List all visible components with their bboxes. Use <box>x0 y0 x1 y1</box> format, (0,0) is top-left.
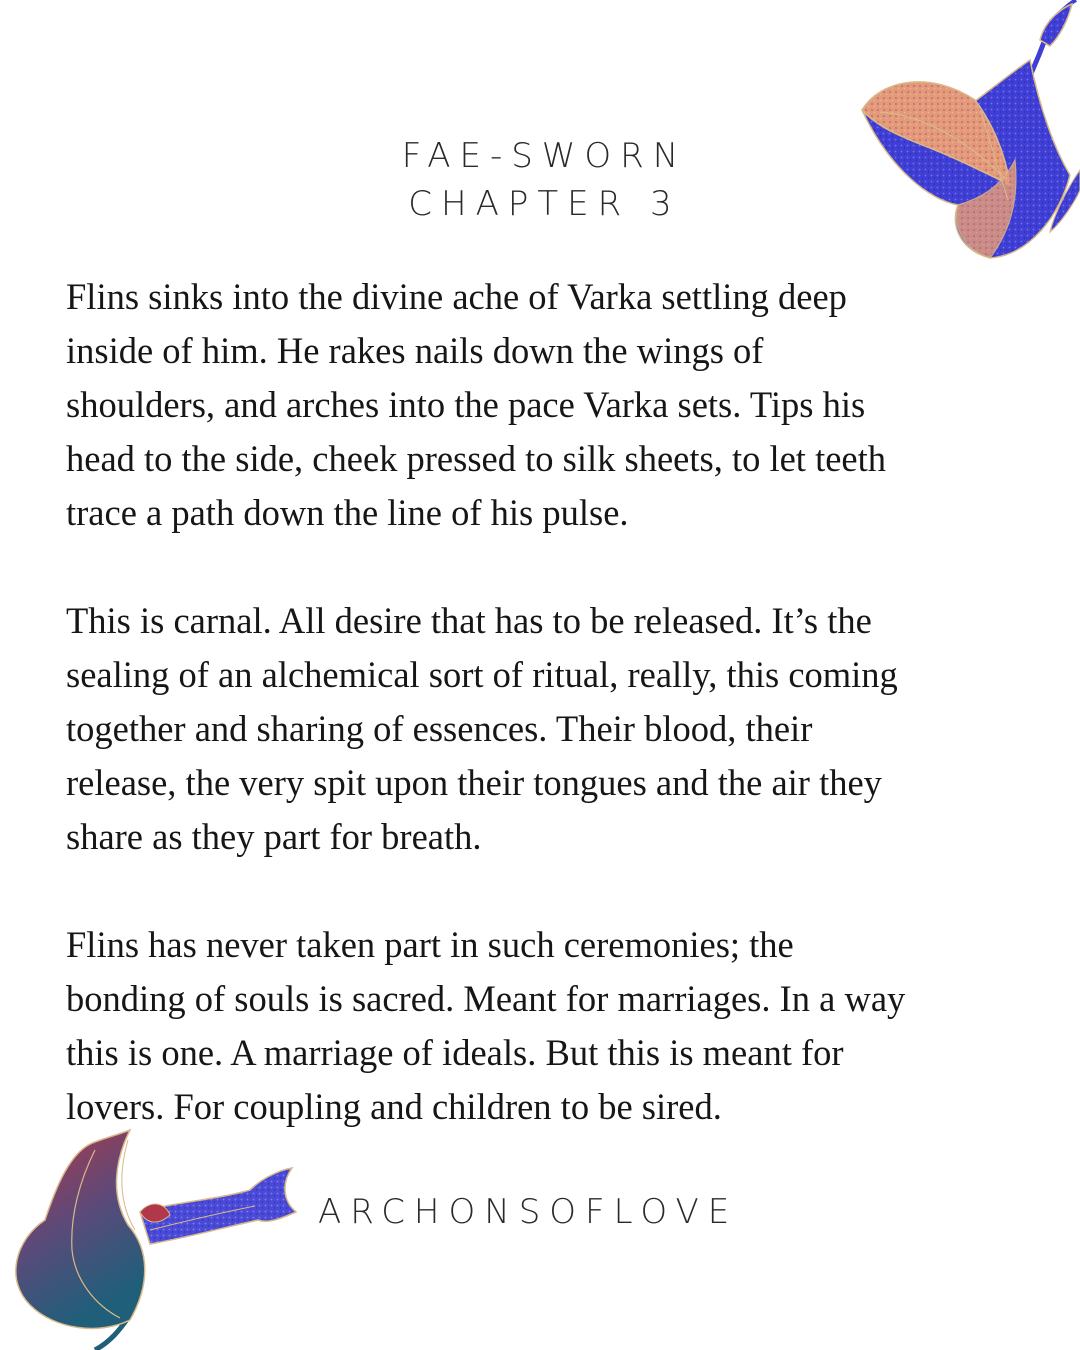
chapter-number: CHAPTER 3 <box>408 184 681 224</box>
text-line: together and sharing of essences. Their blood, their <box>66 708 813 749</box>
text-line: sealing of an alchemical sort of ritual, really, this coming <box>66 654 898 695</box>
author-signature: ARCHONSOFLOVE <box>318 1192 739 1232</box>
chapter-body <box>66 270 1026 1188</box>
text-line: Flins has never taken part in such ceremonies; the <box>66 924 794 965</box>
paragraph-1 <box>66 270 1026 540</box>
text-line: trace a path down the line of his pulse. <box>66 492 629 533</box>
chapter-title <box>0 132 1080 228</box>
paragraph-2 <box>66 594 1026 864</box>
text-line: inside of him. He rakes nails down the wings of <box>66 330 764 371</box>
text-line: head to the side, cheek pressed to silk sheets, to let teeth <box>66 438 887 479</box>
text-line: share as they part for breath. <box>66 816 482 857</box>
story-title: FAE-SWORN <box>401 136 688 176</box>
text-line: lovers. For coupling and children to be sired. <box>66 1086 722 1127</box>
text-line: release, the very spit upon their tongues and the air they <box>66 762 882 803</box>
paragraph-3 <box>66 918 1026 1134</box>
text-line: Flins sinks into the divine ache of Varka settling deep <box>66 276 847 317</box>
text-line: bonding of souls is sacred. Meant for marriages. In a way <box>66 978 906 1019</box>
text-line: this is one. A marriage of ideals. But this is meant for <box>66 1032 844 1073</box>
text-line: shoulders, and arches into the pace Varka sets. Tips his <box>66 384 866 425</box>
bottom-flower-icon <box>0 1120 310 1350</box>
text-line: This is carnal. All desire that has to be released. It’s the <box>66 600 872 641</box>
